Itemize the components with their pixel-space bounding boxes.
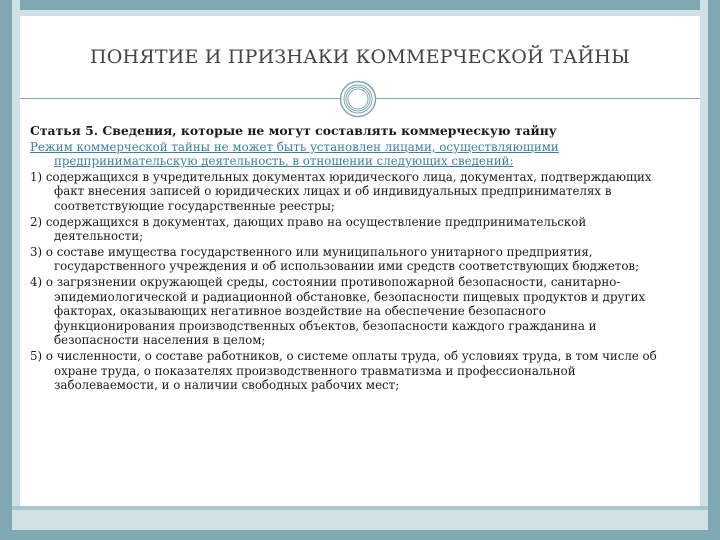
list-item: 2) содержащихся в документах, дающих право на осуществление предпринимательской деятельности;: [30, 214, 587, 244]
left-border-band-light: [12, 0, 20, 540]
list-item: 1) содержащихся в учредительных документах юридического лица, документах, подтверждающих факт внесения записей о юридических лицах и об индивидуальных предпринимателях в соответствующие государственные реестры;: [30, 169, 652, 213]
list-item: 3) о составе имущества государственного или муниципального унитарного предприятия, государственного учреждения и об использовании ими средств соответствующих бюджетов;: [30, 244, 640, 274]
slide-content: [30, 124, 670, 393]
bottom-border-band-light: [12, 510, 708, 530]
slide-title: ПОНЯТИЕ И ПРИЗНАКИ КОММЕРЧЕСКОЙ ТАЙНЫ: [90, 46, 630, 68]
right-border-band: [708, 0, 720, 540]
list-item: 4) о загрязнении окружающей среды, состоянии противопожарной безопасности, санитарно-эпидемиологической и радиационной обстановке, безопасности пищевых продуктов и других факторах, оказывающих негативное воздействие на обеспечение безопасного функционирования производственных объектов, безопасности каждого гражданина и безопасности населения в целом;: [30, 274, 646, 348]
right-border-band-light: [700, 0, 708, 540]
intro-link[interactable]: Режим коммерческой тайны не может быть установлен лицами, осуществляющими предпринимательскую деятельность, в отношении следующих сведений:: [30, 139, 559, 169]
circle-ornament-icon: [339, 80, 377, 118]
left-border-band: [0, 0, 12, 540]
top-border-band: [0, 0, 720, 10]
article-heading: Статья 5. Сведения, которые не могут составлять коммерческую тайну: [30, 123, 557, 138]
list-item: 5) о численности, о составе работников, о системе оплаты труда, об условиях труда, в том числе об охране труда, о показателях производственного травматизма и профессиональной заболеваемости, и о наличии свободных рабочих мест;: [30, 348, 657, 393]
bottom-border-band: [0, 530, 720, 540]
